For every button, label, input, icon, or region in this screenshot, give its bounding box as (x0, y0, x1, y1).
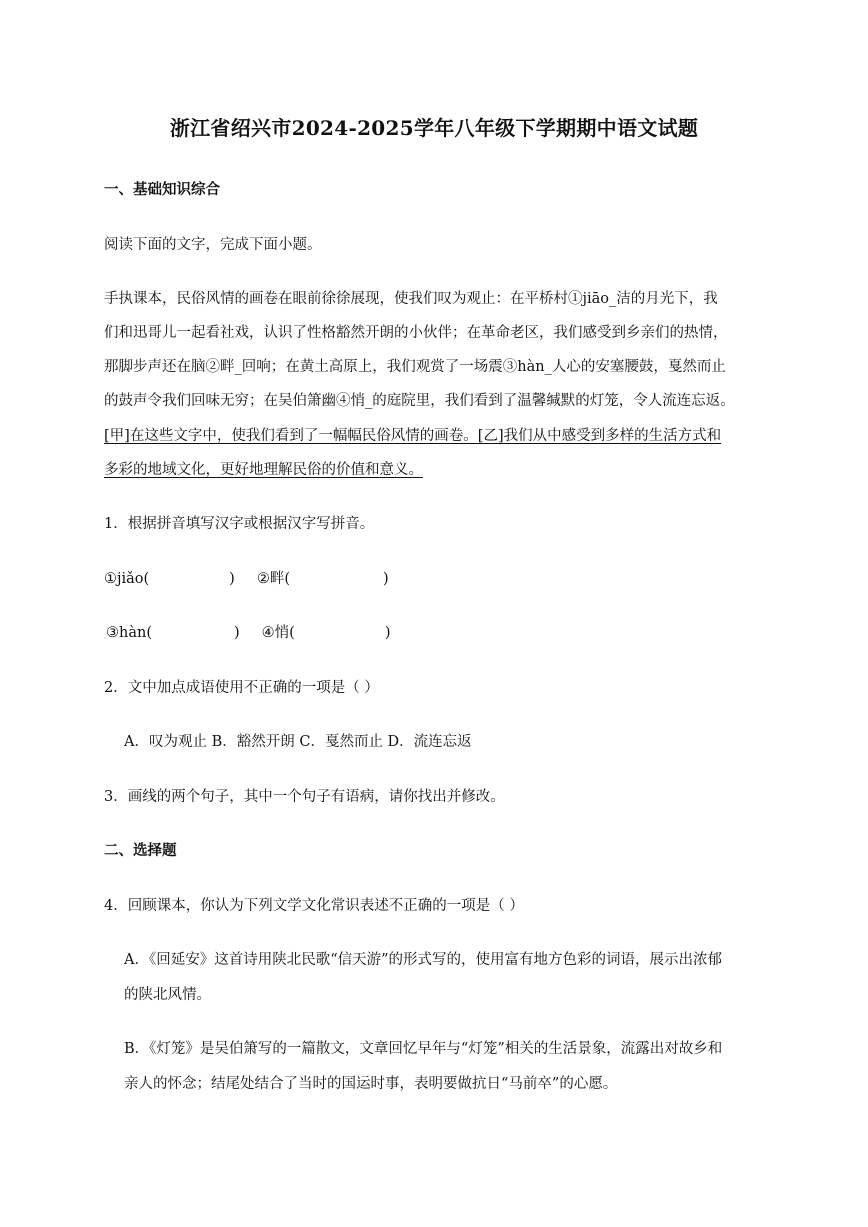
section-heading-basic-knowledge: 一、基础知识综合 (104, 181, 220, 198)
question-4-option-b-cont: 亲人的怀念；结尾处结合了当时的国运时事，表明要做抗日“马前卒”的心愿。 (124, 1076, 618, 1092)
question-4-option-a[interactable]: A．《回延安》这首诗用陕北民歌“信天游”的形式写的，使用富有地方色彩的词语，展示出浓郁 (124, 952, 723, 968)
underlined-sentence-line: [甲]在这些文字中，使我们看到了一幅幅民俗风情的画卷。[乙]我们从中感受到多样的生活方式和 (104, 428, 722, 444)
char-label-2: ②畔( (256, 571, 290, 587)
passage-line: 手执课本，民俗风情的画卷在眼前徐徐展现，使我们叹为观止：在平桥村①jiāo_洁的月光下，我 (104, 291, 718, 307)
reading-instruction: 阅读下面的文字，完成下面小题。 (104, 237, 322, 253)
exam-title: 浙江省绍兴市2024-2025学年八年级下学期期中语文试题 (169, 116, 699, 140)
paren-close: ) (229, 571, 235, 587)
section-heading-multiple-choice: 二、选择题 (104, 842, 177, 859)
question-1-stem: 1．根据拼音填写汉字或根据汉字写拼音。 (104, 516, 375, 532)
passage-line: 们和迅哥儿一起看社戏，认识了性格豁然开朗的小伙伴；在革命老区，我们感受到乡亲们的热情， (104, 325, 728, 341)
question-4-option-b[interactable]: B．《灯笼》是吴伯箫写的一篇散文，文章回忆早年与“灯笼”相关的生活景象，流露出对故乡和 (124, 1041, 723, 1057)
char-label-4: ④悄( (261, 625, 295, 641)
passage-line: 那脚步声还在脑②畔_回响；在黄土高原上，我们观赏了一场震③hàn_人心的安塞腰鼓，戛然而止 (104, 359, 726, 375)
pinyin-label-1: ①jiǎo( (104, 571, 150, 587)
question-1-row-2 (106, 621, 390, 642)
paren-close: ) (233, 625, 240, 641)
question-1-row-1 (104, 567, 389, 588)
underlined-sentence-line: 多彩的地域文化，更好地理解民俗的价值和意义。 (104, 462, 423, 478)
question-4-stem: 4．回顾课本，你认为下列文学文化常识表述不正确的一项是（ ） (104, 898, 524, 914)
question-3-stem: 3．画线的两个句子，其中一个句子有语病，请你找出并修改。 (104, 789, 505, 805)
paren-close: ) (383, 571, 389, 587)
pinyin-label-3: ③hàn( (106, 625, 152, 641)
question-4-option-a-cont: 的陕北风情。 (124, 987, 211, 1003)
paren-close: ) (384, 625, 391, 641)
passage-line: 的鼓声令我们回味无穷；在吴伯箫幽④悄_的庭院里，我们看到了温馨缄默的灯笼，令人流连忘返。 (104, 393, 735, 409)
question-2-options[interactable]: A．叹为观止 B．豁然开朗 C．戛然而止 D．流连忘返 (124, 734, 472, 750)
question-2-stem: 2．文中加点成语使用不正确的一项是（ ） (104, 680, 379, 696)
